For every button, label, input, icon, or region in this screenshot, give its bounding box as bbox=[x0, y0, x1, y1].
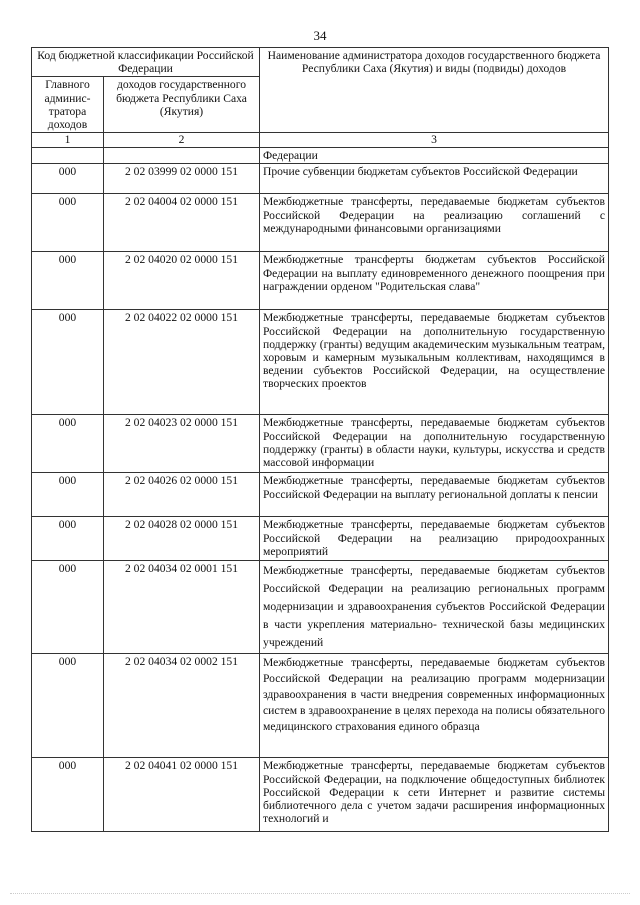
table-row bbox=[32, 148, 609, 164]
admin-code: 000 bbox=[32, 473, 104, 517]
income-code: 2 02 04023 02 0000 151 bbox=[104, 415, 260, 473]
admin-code bbox=[32, 148, 104, 164]
table-row bbox=[32, 415, 609, 473]
page-number: 34 bbox=[313, 28, 327, 43]
table-row bbox=[32, 164, 609, 194]
table-row bbox=[32, 561, 609, 654]
income-name: Межбюджетные трансферты, передаваемые бюджетам субъектов Российской Федерации на выплату региональной доплаты к пенсии bbox=[260, 473, 609, 517]
column-number-row bbox=[32, 133, 609, 148]
admin-header: Главного админис-тратора доходов bbox=[32, 77, 104, 133]
income-code: 2 02 04004 02 0000 151 bbox=[104, 194, 260, 252]
table-row bbox=[32, 310, 609, 415]
column-number-1: 1 bbox=[32, 133, 104, 148]
code-group-header: Код бюджетной классификации Российской Федерации bbox=[32, 48, 260, 77]
admin-code: 000 bbox=[32, 561, 104, 654]
income-name: Межбюджетные трансферты, передаваемые бюджетам субъектов Российской Федерации на реализацию соглашений с международными финансовыми организациями bbox=[260, 194, 609, 252]
admin-code: 000 bbox=[32, 252, 104, 310]
admin-code: 000 bbox=[32, 194, 104, 252]
income-code: 2 02 04020 02 0000 151 bbox=[104, 252, 260, 310]
income-name: Межбюджетные трансферты, передаваемые бюджетам субъектов Российской Федерации на дополнительную государственную поддержку (гранты) ведущим академическим музыкальным театрам, хоровым и камерным музыкальным коллективам, находящимся в ведении субъектов Российской Федерации, на осуществление творческих проектов bbox=[260, 310, 609, 415]
budget-classification-table bbox=[31, 47, 609, 832]
column-number-3: 3 bbox=[260, 133, 609, 148]
admin-code: 000 bbox=[32, 517, 104, 561]
income-name: Межбюджетные трансферты, передаваемые бюджетам субъектов Российской Федерации, на подключение общедоступных библиотек Российской Федерации к сети Интернет и развитие системы библиотечного дела с учетом задачи расширения информационных технологий и bbox=[260, 758, 609, 832]
income-name: Федерации bbox=[260, 148, 609, 164]
table-row bbox=[32, 654, 609, 758]
column-number-2: 2 bbox=[104, 133, 260, 148]
income-name: Межбюджетные трансферты, передаваемые бюджетам субъектов Российской Федерации на реализацию региональных программ модернизации и здравоохранения субъектов Российской Федерации в части укрепления материально- технической базы медицинских учреждений bbox=[260, 561, 609, 654]
income-code: 2 02 04022 02 0000 151 bbox=[104, 310, 260, 415]
income-header: доходов государственного бюджета Республики Саха (Якутия) bbox=[104, 77, 260, 133]
admin-code: 000 bbox=[32, 415, 104, 473]
income-code bbox=[104, 148, 260, 164]
name-header: Наименование администратора доходов государственного бюджета Республики Саха (Якутия) и виды (подвиды) доходов bbox=[260, 48, 609, 133]
table-row bbox=[32, 517, 609, 561]
scan-edge-divider bbox=[10, 893, 630, 895]
income-name: Прочие субвенции бюджетам субъектов Российской Федерации bbox=[260, 164, 609, 194]
admin-code: 000 bbox=[32, 310, 104, 415]
income-code: 2 02 04034 02 0001 151 bbox=[104, 561, 260, 654]
income-name: Межбюджетные трансферты, передаваемые бюджетам субъектов Российской Федерации на реализацию программ модернизации здравоохранения в части внедрения современных информационных систем в здравоохранение в целях перехода на полисы обязательного медицинского страхования единого образца bbox=[260, 654, 609, 758]
admin-code: 000 bbox=[32, 654, 104, 758]
income-code: 2 02 04034 02 0002 151 bbox=[104, 654, 260, 758]
income-code: 2 02 04041 02 0000 151 bbox=[104, 758, 260, 832]
income-code: 2 02 04026 02 0000 151 bbox=[104, 473, 260, 517]
income-code: 2 02 03999 02 0000 151 bbox=[104, 164, 260, 194]
table-header-row bbox=[32, 48, 609, 77]
table-row bbox=[32, 194, 609, 252]
table-row bbox=[32, 473, 609, 517]
table-row bbox=[32, 252, 609, 310]
admin-code: 000 bbox=[32, 164, 104, 194]
income-name: Межбюджетные трансферты бюджетам субъектов Российской Федерации на выплату единовременного денежного поощрения при награждении орденом "Родительская слава" bbox=[260, 252, 609, 310]
income-name: Межбюджетные трансферты, передаваемые бюджетам субъектов Российской Федерации на дополнительную государственную поддержку (гранты) в области науки, культуры, искусства и средств массовой информации bbox=[260, 415, 609, 473]
admin-code: 000 bbox=[32, 758, 104, 832]
table-row bbox=[32, 758, 609, 832]
income-name: Межбюджетные трансферты, передаваемые бюджетам субъектов Российской Федерации на реализацию природоохранных мероприятий bbox=[260, 517, 609, 561]
income-code: 2 02 04028 02 0000 151 bbox=[104, 517, 260, 561]
